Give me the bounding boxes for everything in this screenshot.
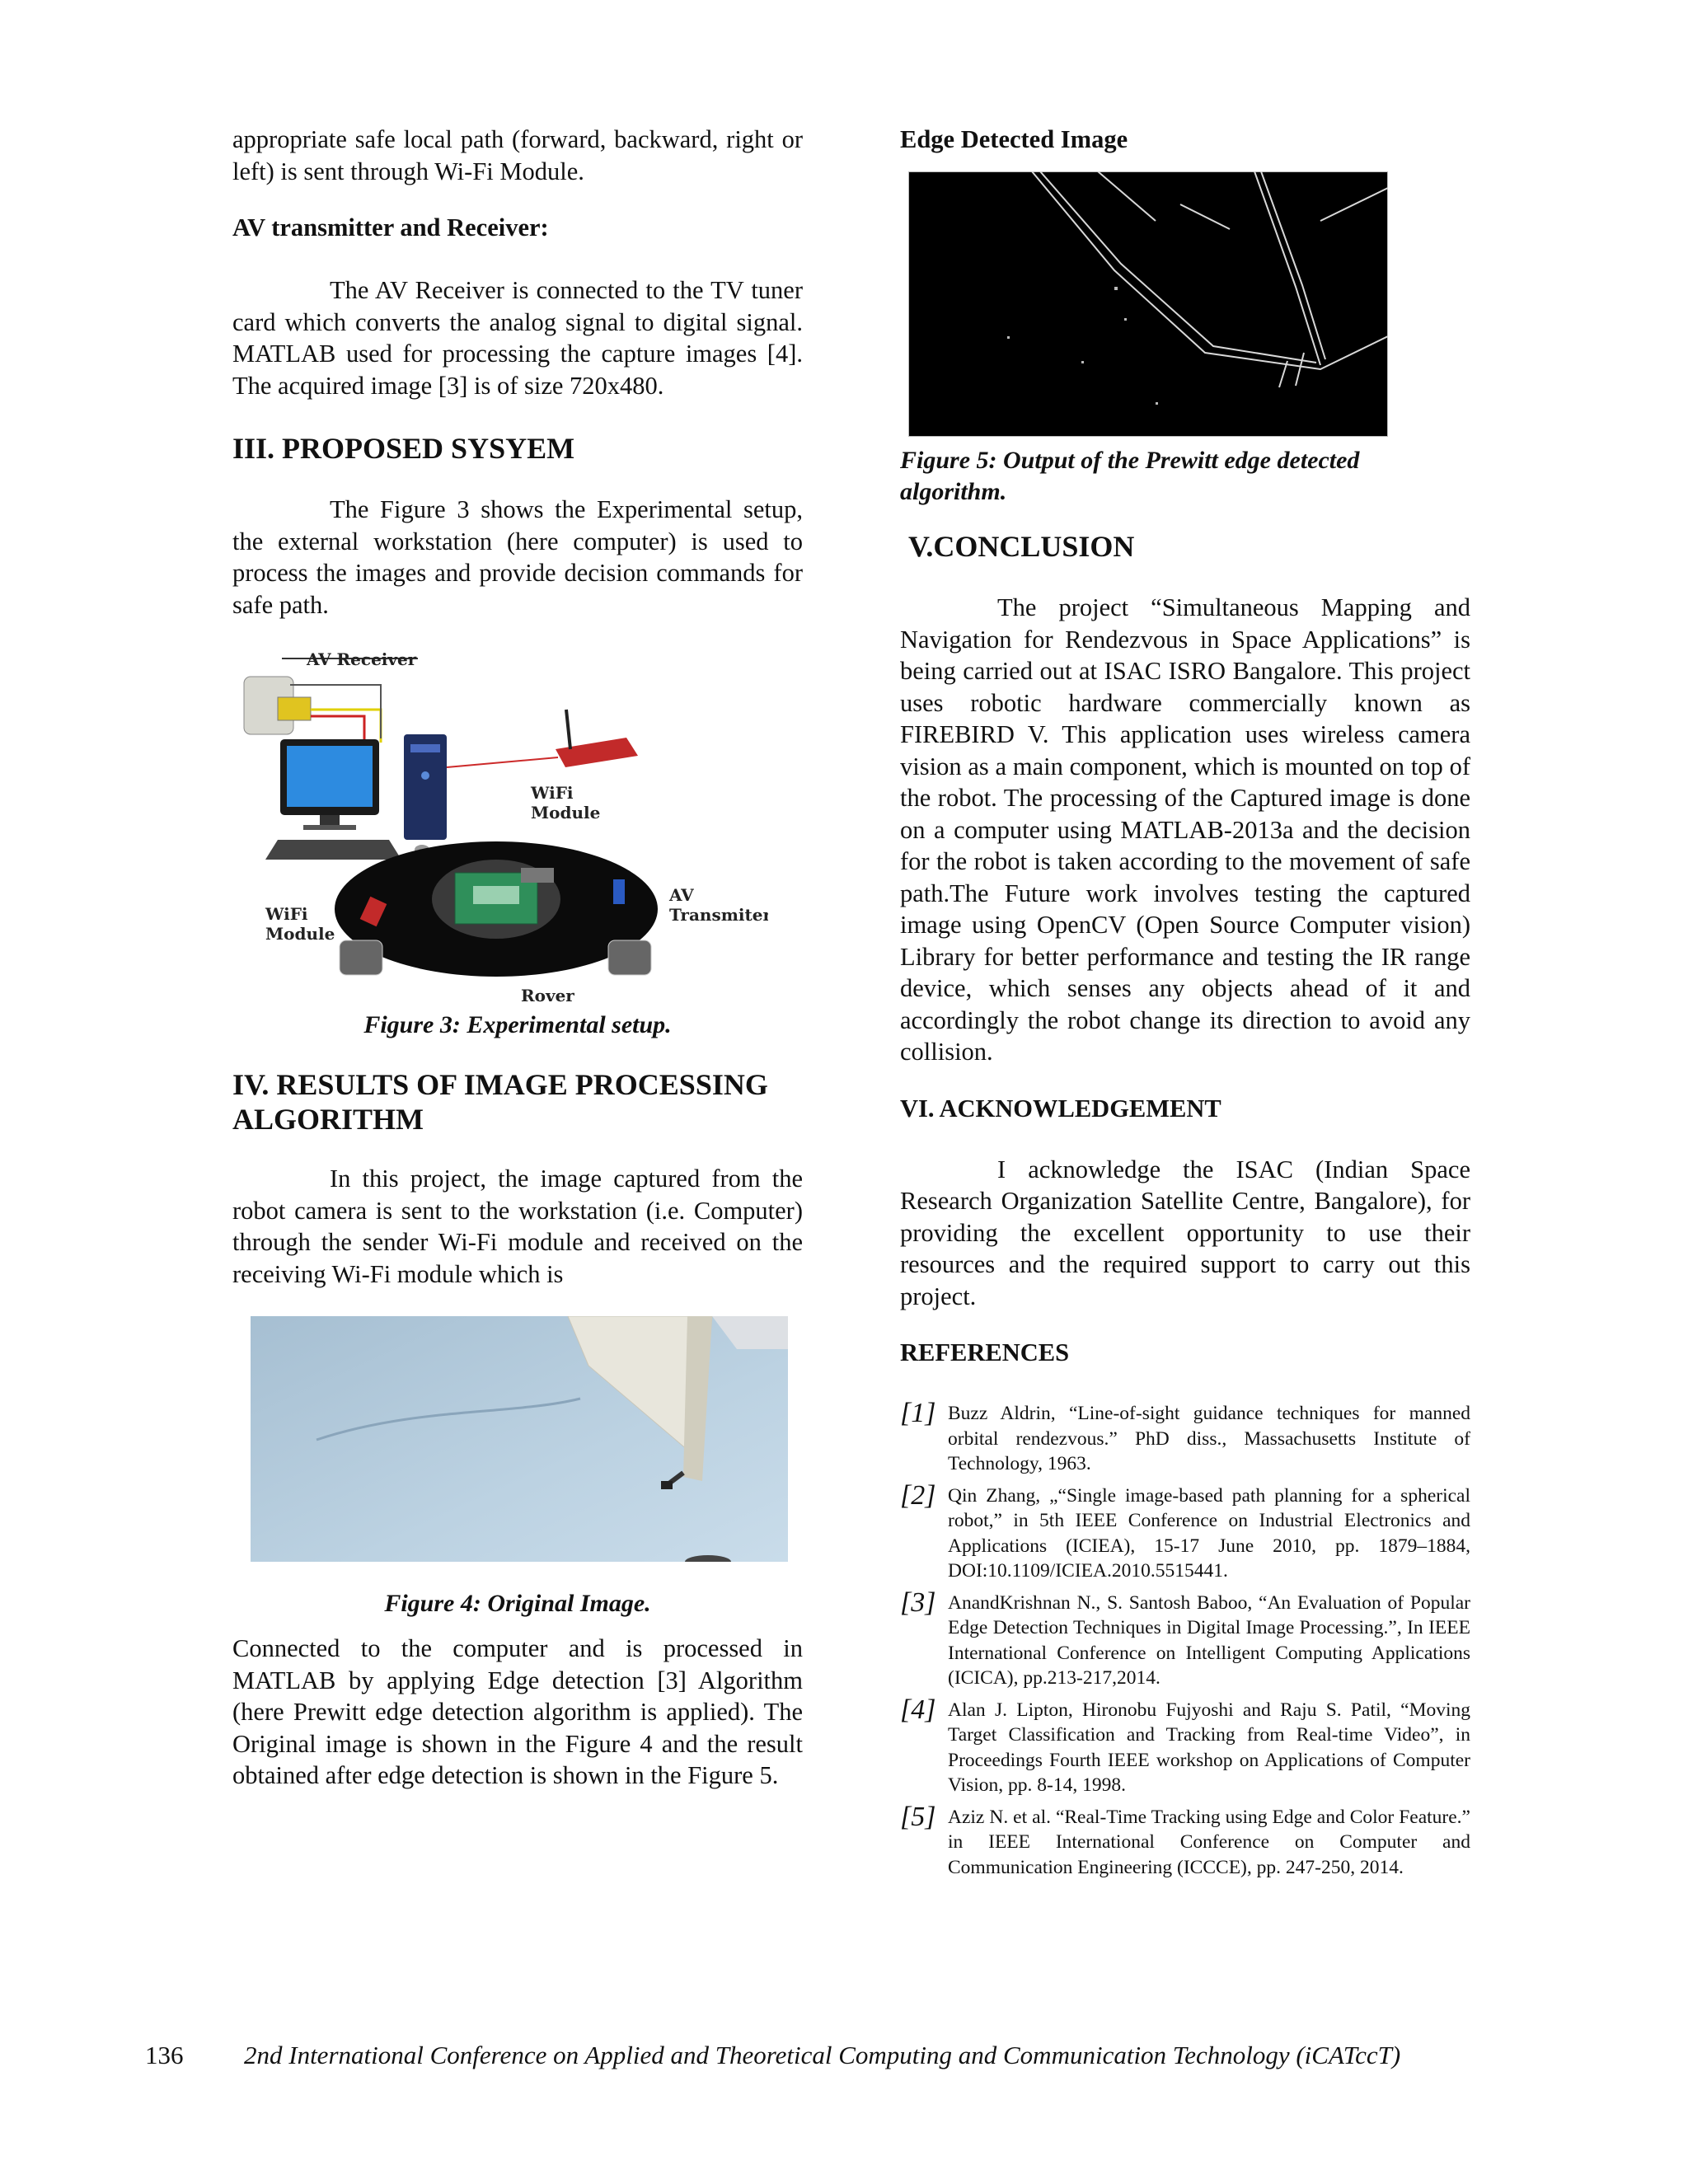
left-column xyxy=(232,124,803,1792)
references-heading: REFERENCES xyxy=(900,1338,1070,1366)
reference-text: Aziz N. et al. “Real-Time Tracking using Edge and Color Feature.” in IEEE International Conference on Computer and Communication Engineering (ICCCE), pp. 247-250, 2014. xyxy=(948,1806,1470,1878)
reference-item xyxy=(900,1801,1470,1881)
proposed-system-paragraph: The Figure 3 shows the Experimental setup, the external workstation (here computer) is used to process the images and provide decision commands for safe path. xyxy=(232,495,803,619)
reference-item xyxy=(900,1479,1470,1584)
right-column xyxy=(900,124,1470,1886)
figure-3-caption: Figure 3: Experimental setup. xyxy=(363,1011,672,1038)
figure-3-experimental-setup xyxy=(232,652,803,1006)
page-number: 136 xyxy=(145,2041,184,2069)
av-heading: AV transmitter and Receiver: xyxy=(232,213,549,241)
wifi-module-top-label-1: WiFi xyxy=(531,783,574,803)
reference-number: [1] xyxy=(900,1398,936,1428)
reference-text: Qin Zhang, „“Single image-based path planning for a spherical robot,” in 5th IEEE Conference on Industrial Electronics and Applications (ICIEA), 15-17 June 2010, pp. 1879–1884, DOI:10.1109/ICIEA.2010.5515441. xyxy=(948,1484,1470,1582)
rover-wheel-left xyxy=(340,940,382,975)
conclusion-paragraph: The project “Simultaneous Mapping and Navigation for Rendezvous in Space Applications” is being carried out at ISAC ISRO Bangalore. This project uses robotic hardware commercially known as FIREBIRD V. This application uses wireless camera vision as a main component, which is mounted on top of the robot. The processing of the Captured image is done on a computer using MATLAB-2013a and the decision for the robot is taken according to the movement of safe path.The Future work involves testing the captured image using OpenCV (Open Source Computer vision) Library for better performance and testing the IR range device, which senses any objects ahead of it and accordingly the robot change its direction to avoid any collision. xyxy=(900,593,1470,1066)
reference-number: [5] xyxy=(900,1801,936,1832)
figure-5-caption: Figure 5: Output of the Prewitt edge detected algorithm. xyxy=(900,447,1360,505)
results-paragraph: In this project, the image captured from the robot camera is sent to the workstation (i.e. Computer) through the sender Wi-Fi module and received on the receiving Wi-Fi module which is xyxy=(232,1165,803,1288)
edge-detected-photo xyxy=(908,171,1388,437)
connected-paragraph: Connected to the computer and is processed in MATLAB by applying Edge detection [3] Algorithm (here Prewitt edge detection algorithm is applied). The Original image is shown in the Figure 4 and the result obtained after edge detection is shown in the Figure 5. xyxy=(232,1634,803,1789)
acknowledgement-heading: VI. ACKNOWLEDGEMENT xyxy=(900,1094,1221,1122)
av-transmitter-label-1: AV xyxy=(669,885,694,905)
av-receiver-label: AV Receiver xyxy=(307,652,417,669)
page-footer xyxy=(145,2041,1546,2070)
av-transmitter-device xyxy=(613,879,625,904)
reference-number: [4] xyxy=(900,1694,936,1725)
experimental-setup-diagram xyxy=(232,652,768,1006)
references-list xyxy=(900,1398,1470,1880)
figure-5-edge-detected-image xyxy=(908,171,1388,437)
wifi-module-left-label-1: WiFi xyxy=(265,904,308,924)
original-image-photo xyxy=(251,1316,788,1562)
reference-item xyxy=(900,1694,1470,1798)
reference-number: [3] xyxy=(900,1586,936,1618)
reference-number: [2] xyxy=(900,1479,936,1511)
av-paragraph: The AV Receiver is connected to the TV tuner card which converts the analog signal to digital signal. MATLAB used for processing the capture images [4]. The acquired image [3] is of size 720x480. xyxy=(232,276,803,400)
reference-text: Alan J. Lipton, Hironobu Fujyoshi and Raju S. Patil, “Moving Target Classification and Tracking from Real-time Video”, in Proceedings Fourth IEEE workshop on Applications of Computer Vision, pp. 8-14, 1998. xyxy=(948,1699,1470,1796)
rover-label: Rover xyxy=(521,986,574,1005)
av-transmitter-label-2: Transmiter xyxy=(669,905,768,925)
acknowledgement-paragraph: I acknowledge the ISAC (Indian Space Research Organization Satellite Centre, Bangalore), for providing the excellent opportunity to use their resources and the required support to carry out this project. xyxy=(900,1155,1470,1310)
conclusion-heading: V.CONCLUSION xyxy=(908,530,1135,563)
wifi-module-left-label-2: Module xyxy=(265,924,335,944)
results-heading: IV. RESULTS OF IMAGE PROCESSING ALGORITHM xyxy=(232,1068,768,1136)
proposed-system-heading: III. PROPOSED SYSYEM xyxy=(232,432,575,465)
edge-detected-heading: Edge Detected Image xyxy=(900,125,1128,153)
wifi-module-top-label-2: Module xyxy=(531,803,601,823)
keyboard xyxy=(265,840,401,860)
reference-item xyxy=(900,1586,1470,1691)
conference-name: 2nd International Conference on Applied and Theoretical Computing and Communication Technology (iCATccT) xyxy=(244,2041,1401,2069)
rover-wheel-right xyxy=(608,940,651,975)
reference-text: AnandKrishnan N., S. Santosh Baboo, “An Evaluation of Popular Edge Detection Techniques in Digital Image Processing.”, In IEEE International Conference on Intelligent Computing Applications (ICICA), pp.213-217,2014. xyxy=(948,1591,1470,1689)
reference-item xyxy=(900,1398,1470,1477)
reference-text: Buzz Aldrin, “Line-of-sight guidance techniques for manned orbital rendezvous.” PhD diss., Massachusetts Institute of Technology, 1963. xyxy=(948,1403,1470,1474)
wifi-module-top-device xyxy=(556,738,638,767)
figure-4-original-image xyxy=(251,1316,788,1562)
figure-4-caption: Figure 4: Original Image. xyxy=(384,1590,651,1617)
intro-paragraph: appropriate safe local path (forward, backward, right or left) is sent through Wi-Fi Module. xyxy=(232,125,803,185)
